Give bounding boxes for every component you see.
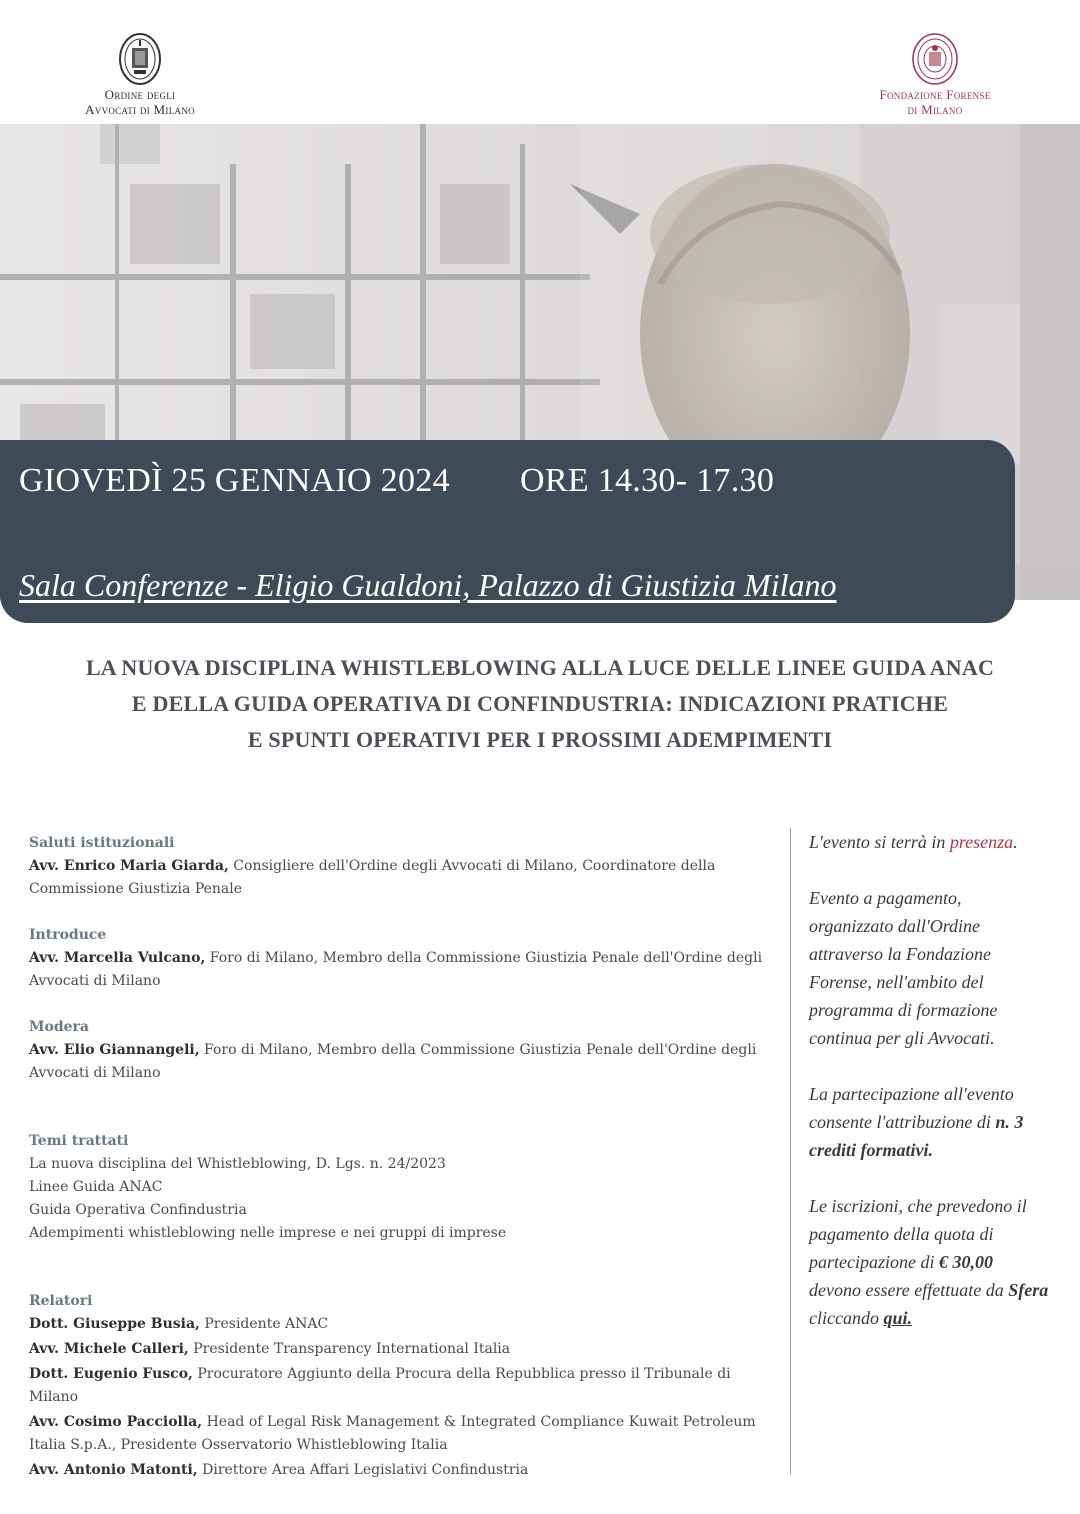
event-title-line2: E DELLA GUIDA OPERATIVA DI CONFINDUSTRIA: INDICAZIONI PRATICHE (131, 691, 949, 716)
speaker-entry (29, 1411, 769, 1457)
logo-fondazione-forense (860, 32, 1010, 116)
speaker-role: Procuratore Aggiunto della Procura della Repubblica presso il Tribunale di Milano (29, 1366, 731, 1405)
logo-ordine-avvocati (70, 32, 210, 116)
seal-icon (118, 32, 162, 86)
info-presence (809, 828, 1049, 856)
speaker-name: Dott. Eugenio Fusco, (29, 1366, 193, 1382)
fee-value: € 30,00 (938, 1252, 993, 1272)
speaker-entry (29, 1363, 769, 1409)
speaker-role: Direttore Area Affari Legislativi Confindustria (197, 1462, 529, 1478)
section-relatori (29, 1290, 769, 1482)
section-label: Introduce (29, 927, 107, 943)
event-info-sidebar (809, 828, 1049, 1332)
speaker-role: Consigliere dell'Ordine degli Avvocati di Milano, Coordinatore della Commissione Giustizia Penale (29, 858, 716, 897)
seal-icon (910, 32, 960, 86)
info-text: devono essere effettuate da (809, 1280, 1009, 1300)
event-time: ORE 14.30- 17.30 (520, 462, 775, 499)
speaker-name: Avv. Cosimo Pacciolla, (29, 1414, 203, 1430)
speaker-entry (29, 1039, 769, 1085)
logo-ordine-line2: Avvocati di Milano (85, 102, 195, 117)
program (29, 832, 769, 1482)
event-title-line3: E SPUNTI OPERATIVI PER I PROSSIMI ADEMPIMENTI (247, 727, 833, 752)
speaker-name: Dott. Giuseppe Busia, (29, 1316, 200, 1332)
info-text: cliccando (809, 1308, 884, 1328)
topic-item: Adempimenti whistleblowing nelle imprese e nei gruppi di imprese (29, 1225, 507, 1241)
event-title-line1: LA NUOVA DISCIPLINA WHISTLEBLOWING ALLA LUCE DELLE LINEE GUIDA ANAC (85, 655, 995, 680)
section-label: Temi trattati (29, 1133, 129, 1149)
speaker-role: Presidente ANAC (199, 1316, 329, 1332)
event-venue: Sala Conferenze - Eligio Gualdoni, Palazzo di Giustizia Milano (19, 567, 837, 603)
speaker-name: Avv. Michele Calleri, (29, 1341, 189, 1357)
section-label: Modera (29, 1019, 89, 1035)
section-label: Relatori (29, 1293, 93, 1309)
section-saluti (29, 832, 769, 901)
info-registration (809, 1192, 1049, 1332)
speaker-name: Avv. Elio Giannangeli, (29, 1042, 200, 1058)
topic-item: Linee Guida ANAC (29, 1179, 163, 1195)
logo-ordine-line1: Ordine degli (104, 87, 176, 102)
speaker-name: Avv. Enrico Maria Giarda, (29, 858, 229, 874)
info-payment: Evento a pagamento, organizzato dall'Ordine attraverso la Fondazione Forense, nell'ambito del programma di formazione continua per gli Avvocati. (809, 888, 998, 1048)
logo-fondazione-line2: di Milano (907, 102, 963, 117)
logo-fondazione-line1: Fondazione Forense (879, 87, 991, 102)
info-text: . (1013, 832, 1018, 852)
info-text: Le iscrizioni, che prevedono il pagamento della quota di partecipazione di (809, 1196, 1027, 1272)
registration-link[interactable]: qui. (883, 1308, 912, 1328)
speaker-entry (29, 947, 769, 993)
speaker-role: Head of Legal Risk Management & Integrated Compliance Kuwait Petroleum Italia S.p.A., Presidente Osservatorio Whistleblowing Italia (29, 1414, 756, 1453)
sfera-label: Sfera (1008, 1280, 1049, 1300)
speaker-entry (29, 1313, 769, 1336)
speaker-entry (29, 1459, 769, 1482)
presence-highlight: presenza (949, 832, 1014, 852)
credits-value: n. 3 crediti formativi. (809, 1112, 1024, 1160)
section-modera (29, 1016, 769, 1085)
speaker-name: Avv. Antonio Matonti, (29, 1462, 198, 1478)
event-title (20, 650, 1060, 758)
event-date: GIOVEDÌ 25 GENNAIO 2024 (19, 462, 450, 499)
info-credits (809, 1080, 1049, 1164)
speaker-entry (29, 1338, 769, 1361)
column-divider (790, 828, 791, 1474)
section-temi (29, 1130, 769, 1245)
section-introduce (29, 924, 769, 993)
topic-item: Guida Operativa Confindustria (29, 1202, 247, 1218)
speaker-role: Presidente Transparency International Italia (188, 1341, 511, 1357)
info-text: La partecipazione all'evento consente l'attribuzione di (809, 1084, 1014, 1132)
topic-item: La nuova disciplina del Whistleblowing, D. Lgs. n. 24/2023 (29, 1156, 446, 1172)
speaker-role: Foro di Milano, Membro della Commissione Giustizia Penale dell'Ordine degli Avvocati di Milano (29, 950, 763, 989)
section-label: Saluti istituzionali (29, 835, 175, 851)
speaker-role: Foro di Milano, Membro della Commissione Giustizia Penale dell'Ordine degli Avvocati di Milano (29, 1042, 757, 1081)
info-text: L'evento si terrà in (809, 832, 950, 852)
speaker-entry (29, 855, 769, 901)
speaker-name: Avv. Marcella Vulcano, (29, 950, 206, 966)
